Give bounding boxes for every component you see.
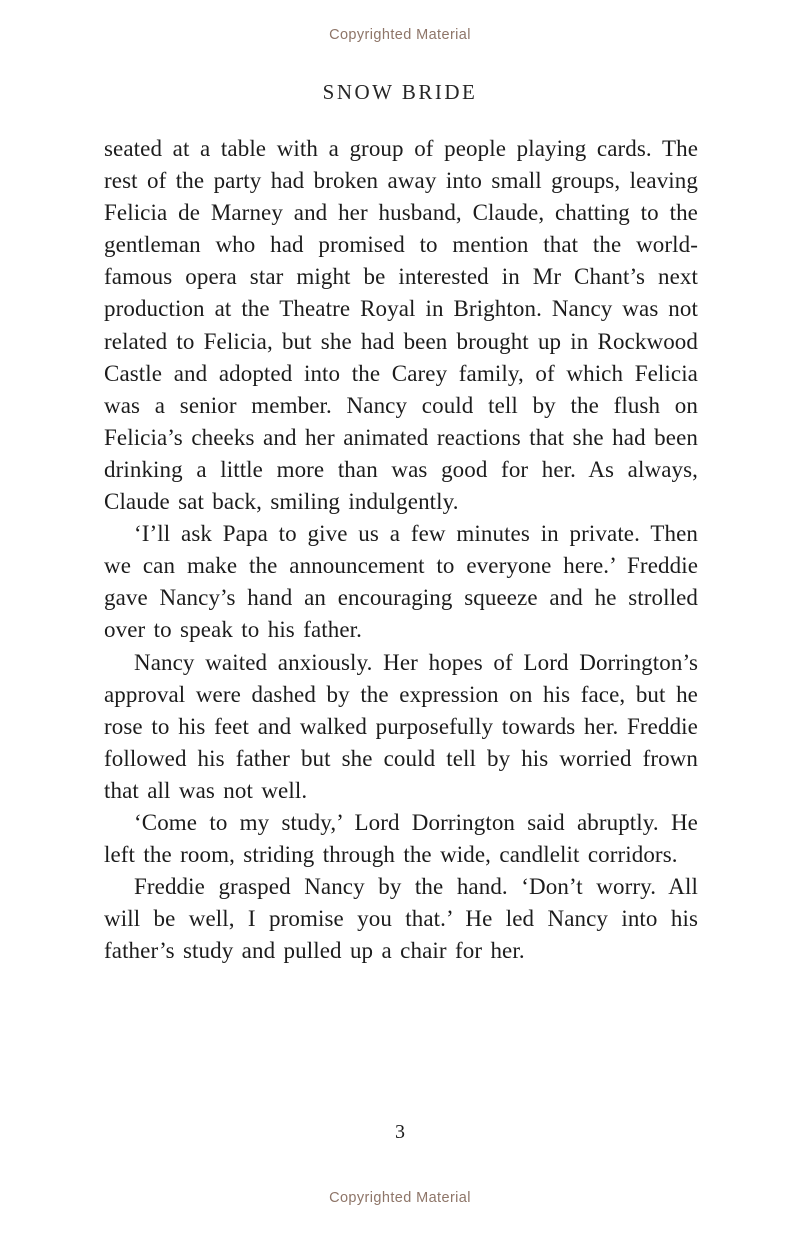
body-paragraph: ‘I’ll ask Papa to give us a few minutes in private. Then we can make the announcement to everyone here.’ Freddie gave Nancy’s hand an encouraging squeeze and he strolled over to speak to his father. <box>104 521 698 643</box>
page-number: 3 <box>395 1121 405 1143</box>
copyright-notice-top: Copyrighted Material <box>329 27 471 43</box>
body-paragraph: Freddie grasped Nancy by the hand. ‘Don’t worry. All will be well, I promise you that.’ He led Nancy into his father’s study and pulled up a chair for her. <box>104 874 698 964</box>
copyright-notice-bottom: Copyrighted Material <box>329 1190 471 1206</box>
page-body <box>104 133 698 967</box>
body-paragraph: Nancy waited anxiously. Her hopes of Lord Dorrington’s approval were dashed by the expression on his face, but he rose to his feet and walked purposefully towards her. Freddie followed his father but she could tell by his worried frown that all was not well. <box>104 649 698 803</box>
book-title-header: SNOW BRIDE <box>322 80 478 104</box>
body-paragraph: ‘Come to my study,’ Lord Dorrington said abruptly. He left the room, striding through the wide, candlelit corridors. <box>104 809 698 868</box>
body-paragraph: seated at a table with a group of people playing cards. The rest of the party had broken away into small groups, leaving Felicia de Marney and her husband, Claude, chatting to the gentleman who had promised to mention that the world-famous opera star might be interested in Mr Chant’s next production at the Theatre Royal in Brighton. Nancy was not related to Felicia, but she had been brought up in Rockwood Castle and adopted into the Carey family, of which Felicia was a senior member. Nancy could tell by the flush on Felicia’s cheeks and her animated reactions that she had been drinking a little more than was good for her. As always, Claude sat back, smiling indulgently. <box>104 136 698 515</box>
